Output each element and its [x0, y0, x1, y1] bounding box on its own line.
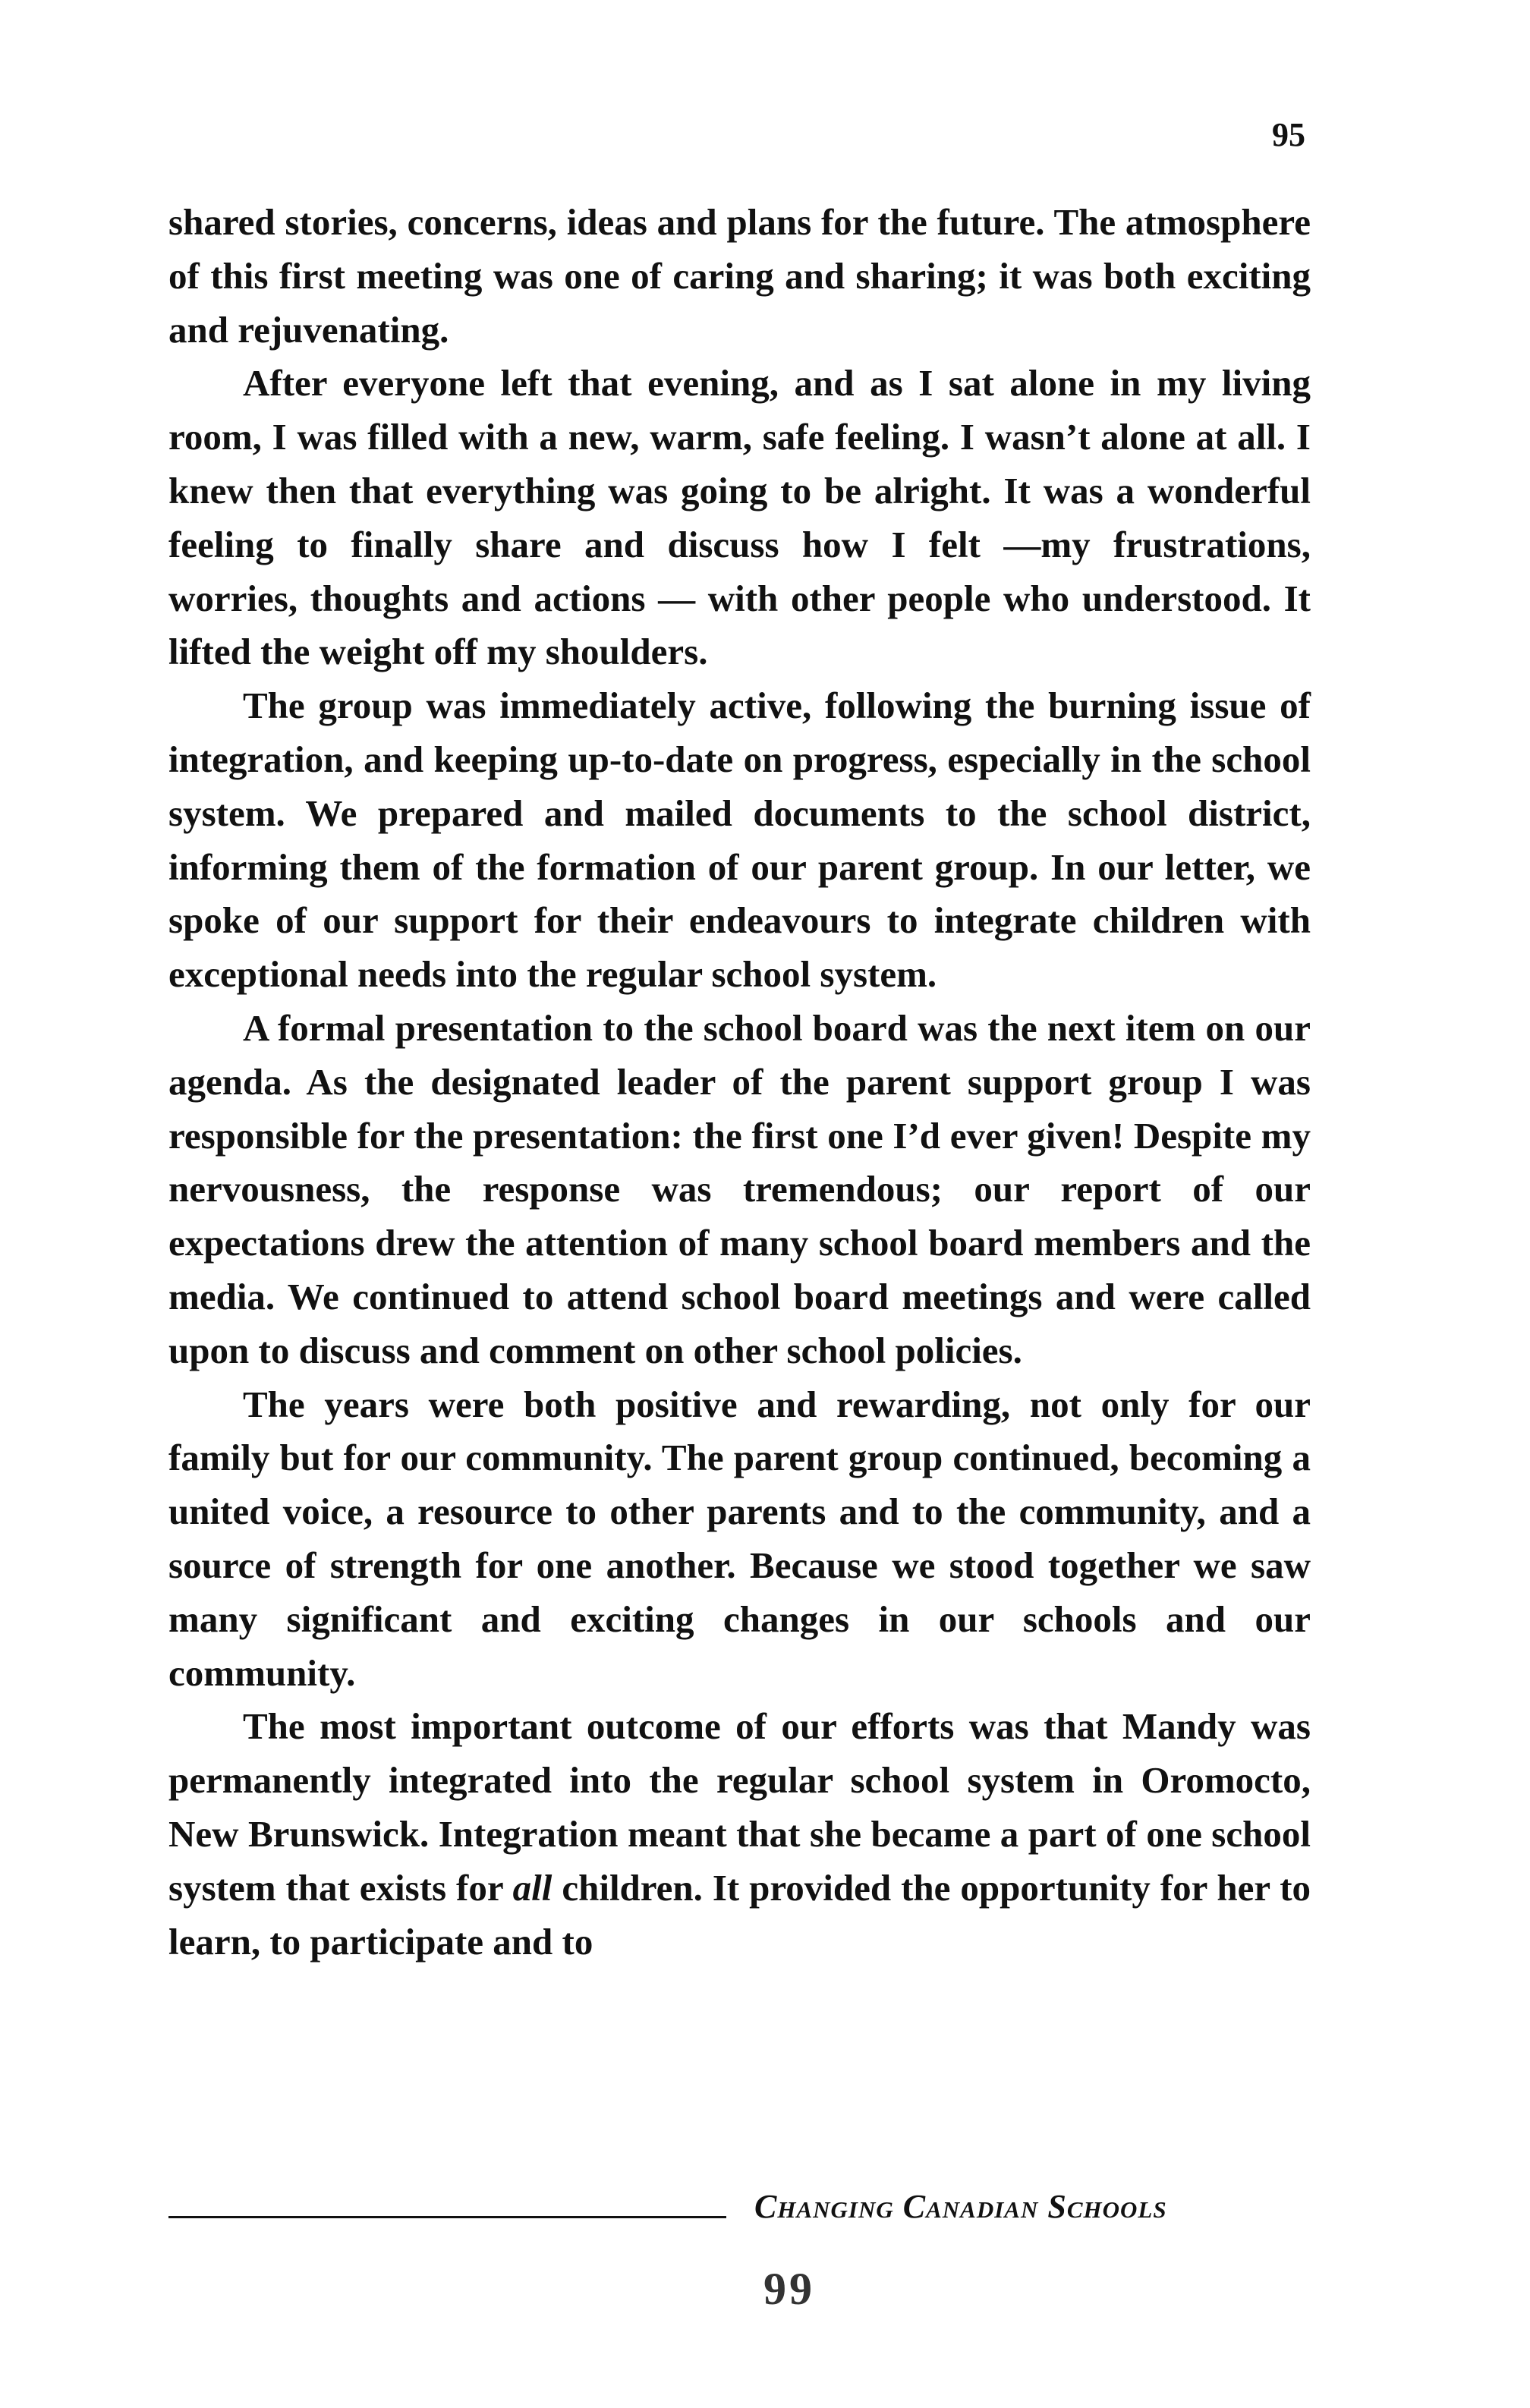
paragraph-6-emphasis: all	[512, 1866, 552, 1909]
stamp-number: 99	[763, 2264, 815, 2314]
footer-title: Changing Canadian Schools	[754, 2188, 1167, 2225]
paragraph-2: After everyone left that evening, and as I sat alone in my living room, I was filled with a new, warm, safe feeling. I wasn’t alone at all. I knew then that everything was going to be alright. It was a wonderful feeling to finally share and discuss how I felt —my frustrations, worries, thoughts and actions — with other people who understood. It lifted the weight off my shoulders.	[168, 362, 1311, 673]
paragraph-6-text-end: children. It provided the opportunity for her to learn, to participate and to	[168, 1866, 1311, 1963]
paragraph-4: A formal presentation to the school board was the next item on our agenda. As the designated leader of the parent support group I was responsible for the presentation: the first one I’d ever given! Despite my nervousness, the response was tremendous; our report of our expectations drew the attention of many school board members and the media. We continued to attend school board meetings and were called upon to discuss and comment on other school policies.	[168, 1006, 1311, 1371]
paragraph-6-text-start: The most important outcome of our efforts was that Mandy was permanently integrated into the regular school system in Oromocto, New Brunswick. Integration meant that she became a part of one school system that exists for	[168, 1705, 1311, 1909]
paragraph-6	[168, 1700, 1311, 1969]
footer-rule	[168, 2216, 726, 2218]
page-number: 95	[1272, 116, 1305, 153]
paragraph-5: The years were both positive and rewarding, not only for our family but for our community. The parent group continued, becoming a united voice, a resource to other parents and to the community, and a source of strength for one another. Because we stood together we saw many significant and exciting changes in our schools and our community.	[168, 1383, 1311, 1694]
paragraph-1: shared stories, concerns, ideas and plans for the future. The atmosphere of this first meeting was one of caring and sharing; it was both exciting and rejuvenating.	[168, 201, 1311, 351]
paragraph-3: The group was immediately active, following the burning issue of integration, and keeping up-to-date on progress, especially in the school system. We prepared and mailed documents to the school district, informing them of the formation of our parent group. In our letter, we spoke of our support for their endeavours to integrate children with exceptional needs into the regular school system.	[168, 685, 1311, 996]
body-text	[168, 196, 1311, 1969]
